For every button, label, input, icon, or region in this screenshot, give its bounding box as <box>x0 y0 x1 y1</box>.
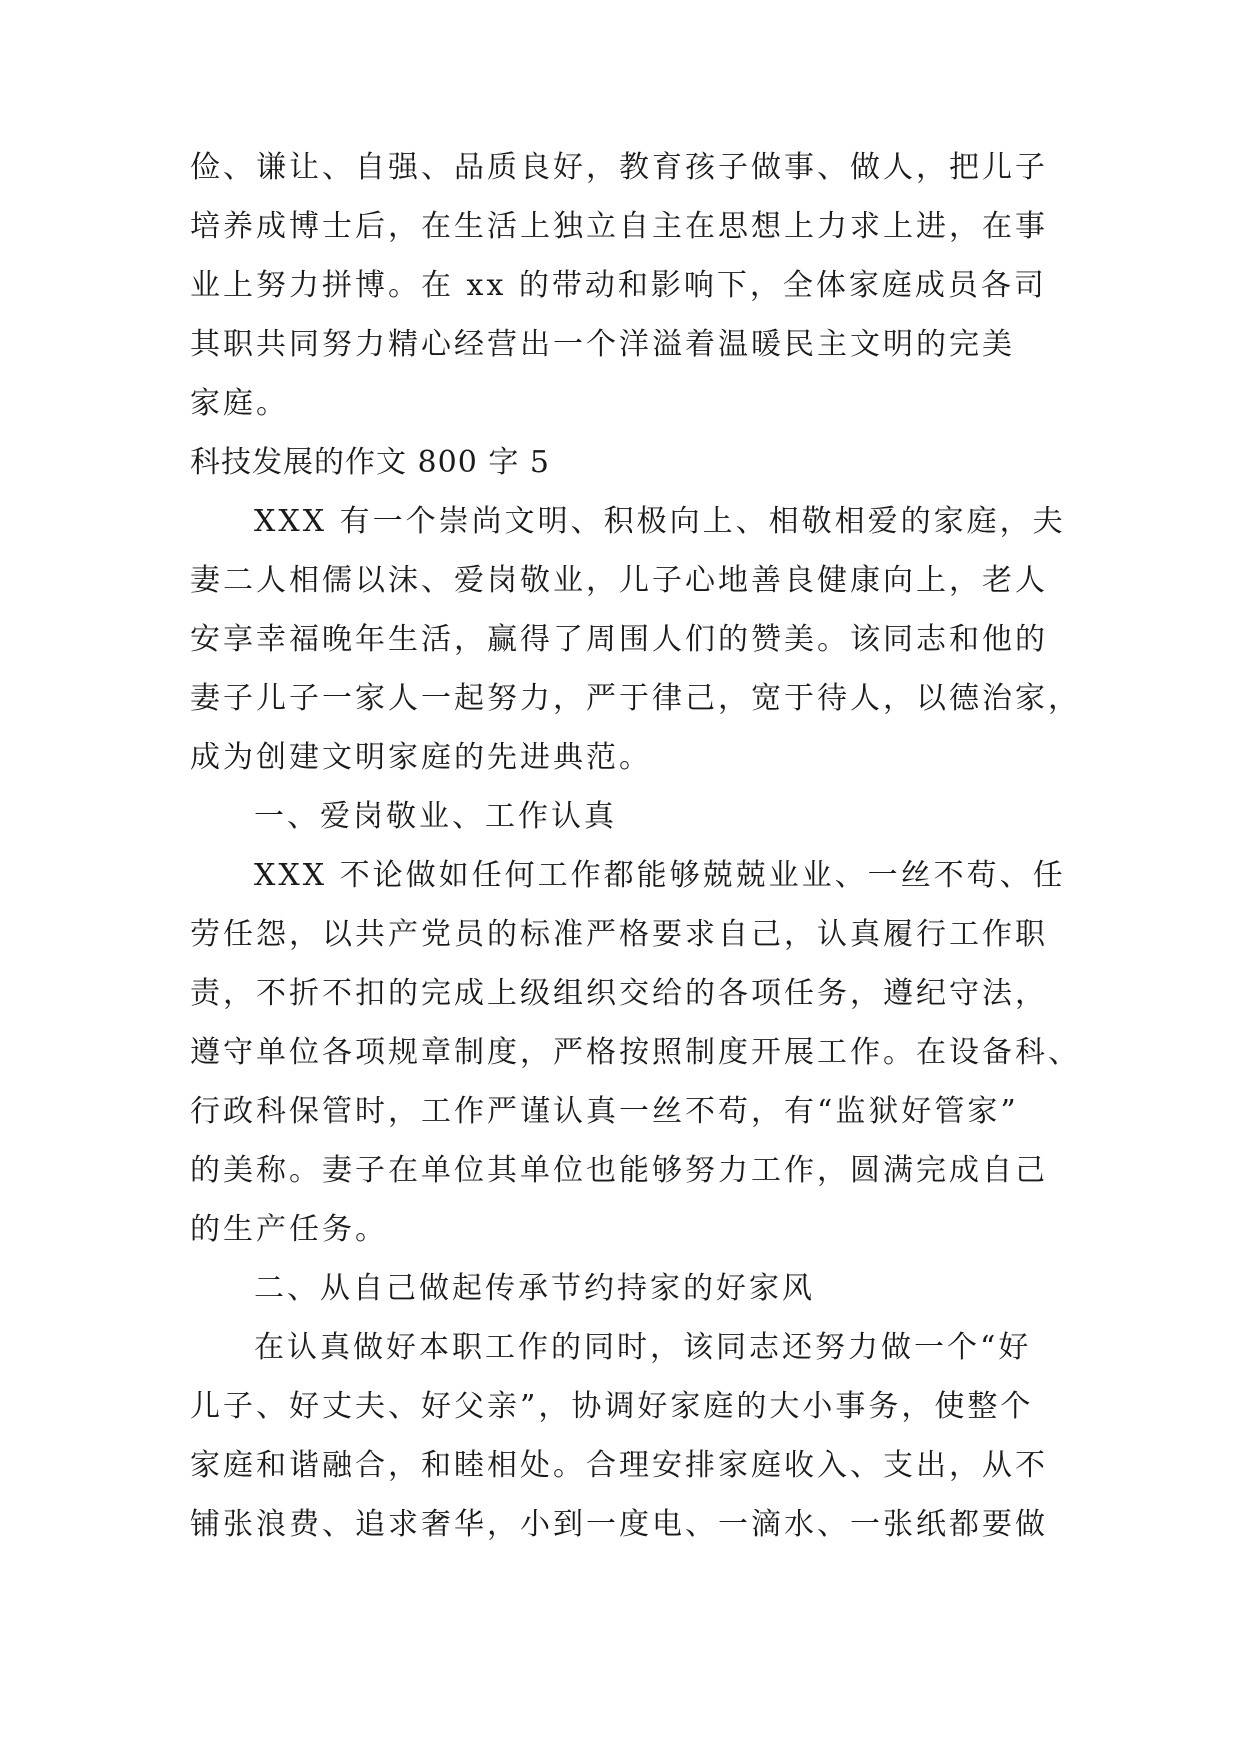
text-line: 培养成博士后，在生活上独立自主在思想上力求上进，在事 <box>190 209 1048 244</box>
text-line: 业上努力拼博。在 xx 的带动和影响下，全体家庭成员各司 <box>190 268 1047 303</box>
text-line: 俭、谦让、自强、品质良好，教育孩子做事、做人，把儿子 <box>190 150 1048 185</box>
text-line: 的生产任务。 <box>190 1212 388 1247</box>
text-line: 家庭。 <box>190 386 289 421</box>
text-line: 劳任怨，以共产党员的标准严格要求自己，认真履行工作职 <box>190 917 1048 952</box>
text-line: 的美称。妻子在单位其单位也能够努力工作，圆满完成自己 <box>190 1153 1048 1188</box>
text-line: 家庭和谐融合，和睦相处。合理安排家庭收入、支出，从不 <box>190 1448 1048 1483</box>
document-body <box>190 138 1081 1554</box>
paragraph-start: 在认真做好本职工作的同时，该同志还努力做一个“好 <box>254 1330 1032 1365</box>
text-line: 妻二人相儒以沫、爱岗敬业，儿子心地善良健康向上，老人 <box>190 563 1048 598</box>
text-line: 行政科保管时，工作严谨认真一丝不苟，有“监狱好管家” <box>190 1094 1019 1129</box>
section-title: 科技发展的作文 800 字 5 <box>190 445 550 480</box>
text-line: 责，不折不扣的完成上级组织交给的各项任务，遵纪守法， <box>190 976 1048 1011</box>
paragraph-start: XXX 有一个崇尚文明、积极向上、相敬相爱的家庭，夫 <box>254 504 1066 539</box>
text-line: 成为创建文明家庭的先进典范。 <box>190 740 652 775</box>
text-line: 妻子儿子一家人一起努力，严于律己，宽于待人，以德治家， <box>190 681 1081 716</box>
text-line: 儿子、好丈夫、好父亲”，协调好家庭的大小事务，使整个 <box>190 1389 1034 1424</box>
subheading: 二、从自己做起传承节约持家的好家风 <box>254 1271 815 1306</box>
text-line: 安享幸福晚年生活，赢得了周围人们的赞美。该同志和他的 <box>190 622 1048 657</box>
subheading: 一、爱岗敬业、工作认真 <box>254 799 617 834</box>
paragraph-start: XXX 不论做如任何工作都能够兢兢业业、一丝不苟、任 <box>254 858 1066 893</box>
text-line: 铺张浪费、追求奢华，小到一度电、一滴水、一张纸都要做 <box>190 1507 1048 1542</box>
text-line: 其职共同努力精心经营出一个洋溢着温暖民主文明的完美 <box>190 327 1015 362</box>
text-line: 遵守单位各项规章制度，严格按照制度开展工作。在设备科、 <box>190 1035 1081 1070</box>
